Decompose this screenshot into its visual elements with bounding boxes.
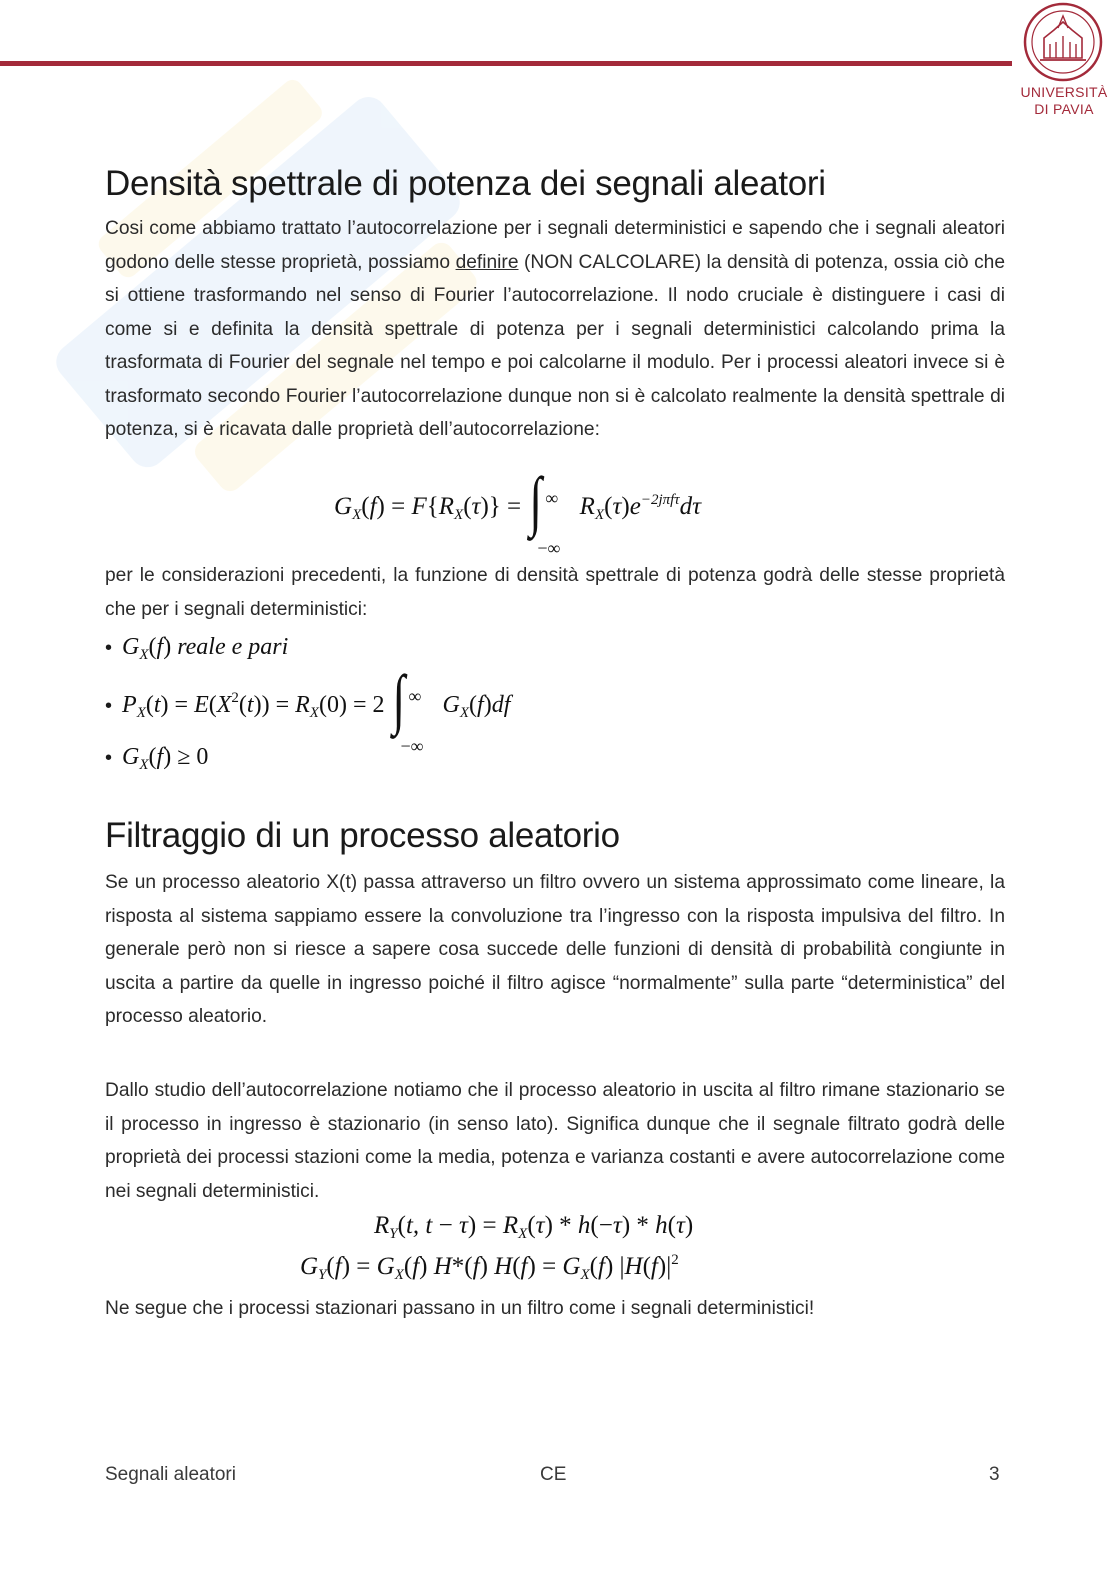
footer-page-number: 3: [989, 1464, 1000, 1485]
paragraph-conclusion: Ne segue che i processi stazionari passano in un filtro come i segnali deterministici!: [105, 1298, 815, 1319]
paragraph-filtering-intro: Se un processo aleatorio X(t) passa attraverso un filtro ovvero un sistema approssimato come lineare, la risposta al sistema sappiamo essere la convoluzione tra l’ingresso con la risposta impulsiva del filtro. In generale però non si riesce a sapere cosa succede delle funzioni di densità di probabilità congiunte in uscita a partire da quelle in ingresso poiché il filtro agisce “normalmente” sulla parte “deterministica” del processo aleatorio.: [105, 872, 1005, 1027]
section-title-filtering: Filtraggio di un processo aleatorio: [105, 816, 620, 855]
paragraph-text: (NON CALCOLARE) la densità di potenza, ossia ciò che si ottiene trasformando nel senso di Fourier l’autocorrelazione. Il nodo cruciale è distinguere i casi di come si e definita la densità spettrale di potenza per i segnali deterministici calcolando prima la trasformata di Fourier del segnale nel tempo e poi calcolarne il modulo. Per i processi aleatori invece si è trasformato secondo Fourier l’autocorrelazione dunque non si è calcolato realmente la densità spettrale di potenza, si è ricavata dalle proprietà dell’autocorrelazione:: [105, 251, 1005, 440]
footer-center-label: CE: [540, 1464, 567, 1485]
logo-line-1: UNIVERSITÀ: [1020, 84, 1108, 100]
bullet-real-even: • $G_X(f)$ reale e pari: [105, 634, 289, 663]
university-logo: [1012, 0, 1116, 125]
header-rule: [0, 61, 1012, 66]
logo-line-2: DI PAVIA: [1034, 101, 1094, 117]
bullet-non-negative: • $G_X(f) \ge 0$: [105, 744, 209, 773]
underlined-word-definire: definire: [455, 251, 519, 273]
paragraph-text: Cosi come abbiamo trattato l’autocorrelazione per i segnali deterministici e sapendo che i segnali aleatori godono delle stesse proprietà, possiamo: [105, 218, 1005, 273]
equation-output-autocorrelation: $R_Y(t$, $t - \tau) = R_X(\tau) * h(-\tau) * h(\tau)$: [374, 1212, 694, 1242]
footer-left-title: Segnali aleatori: [105, 1464, 236, 1485]
section-title-spectral-density: Densità spettrale di potenza dei segnali aleatori: [105, 164, 826, 203]
integral-lower-limit: −∞: [400, 736, 424, 756]
university-seal-icon: [1020, 2, 1106, 84]
bullet-text-non-negative: ≥ 0: [177, 744, 209, 770]
paragraph-spectral-intro: [105, 212, 1005, 447]
paragraph-properties-intro: per le considerazioni precedenti, la funzione di densità spettrale di potenza godrà delle stesse proprietà che per i segnali deterministici:: [105, 565, 1005, 620]
bullet-power: • $P_X(t) = E(X^2(t)) = R_X(0) = 2$ ∫ ∞ −∞ $G_X(f)df$: [105, 661, 511, 756]
integral-upper-limit: ∞: [408, 686, 422, 706]
equation-output-spectral-density: $G_Y(f) = G_X(f)$ H*(f) $H(f) = G_X(f)$ $|H(f)|^2$: [300, 1252, 679, 1283]
equation-power-spectral-density: $G_X(f) = F\{R_X(\tau)\}$ = ∫ ∞ −∞ $R_X(\tau)e^{-2j\pi f\tau}d\tau$: [334, 463, 702, 558]
paragraph-stationarity: Dallo studio dell’autocorrelazione notiamo che il processo aleatorio in uscita al filtro rimane stazionario se il processo in ingresso è stazionario (in senso lato). Significa dunque che il segnale filtrato godrà delle proprietà dei processi stazioni come la media, potenza e varianza costanti e avere autocorrelazione come nei segnali deterministici.: [105, 1080, 1005, 1202]
bullet-text-real-even: reale e pari: [177, 634, 289, 660]
integral-lower-limit: −∞: [537, 538, 561, 558]
integral-upper-limit: ∞: [545, 488, 559, 508]
